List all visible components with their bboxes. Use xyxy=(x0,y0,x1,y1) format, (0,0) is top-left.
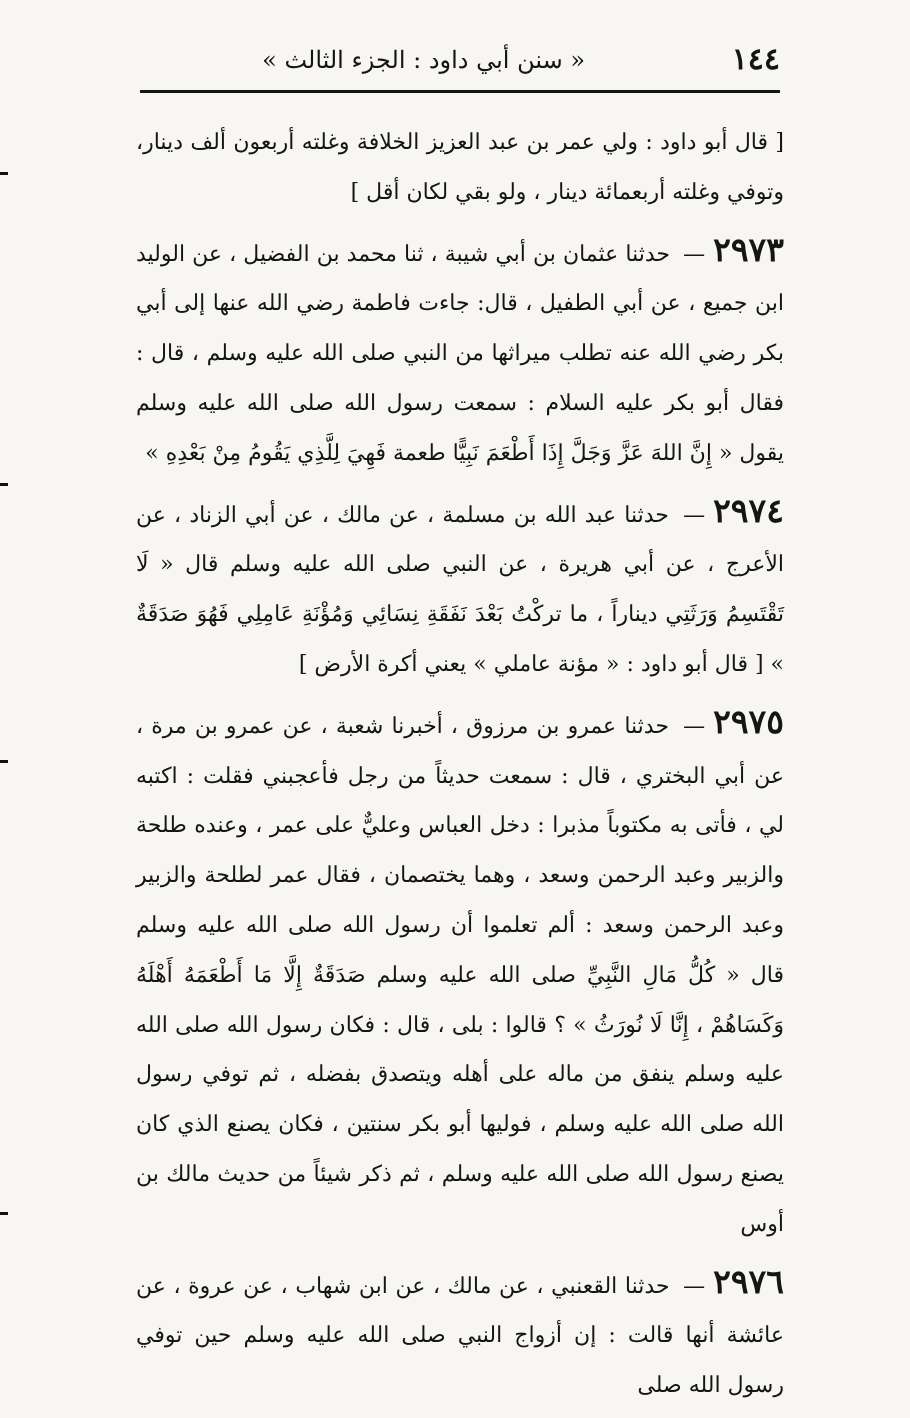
paragraph-text: [ قال أبو داود : ولي عمر بن عبد العزيز الخلافة وغلته أربعون ألف دينار، وتوفي وغلته أربعمائة دينار ، ولو بقي لكان أقل ] xyxy=(136,130,784,205)
dash-separator: — xyxy=(683,502,706,528)
page-number: ١٤٤ xyxy=(731,42,780,77)
hadith-2974 xyxy=(136,486,784,690)
hadith-text: حدثنا القعنبي ، عن مالك ، عن ابن شهاب ، عن عروة ، عن عائشة أنها قالت : إن أزواج النبي صلى الله عليه وسلم حين توفي رسول الله صلى xyxy=(136,1273,784,1399)
page-header xyxy=(140,36,780,84)
dash-separator: — xyxy=(683,713,706,739)
margin-mark xyxy=(0,760,8,763)
margin-mark xyxy=(0,483,8,486)
dash-separator: — xyxy=(683,241,706,267)
hadith-text: حدثنا عمرو بن مرزوق ، أخبرنا شعبة ، عن عمرو بن مرة ، عن أبي البختري ، قال : سمعت حديثاً من رجل فأعجبني فقلت : اكتبه لي ، فأتى به مكتوباً مذبرا : دخل العباس وعليٌّ على عمر ، وعنده طلحة والزبير وعبد الرحمن وسعد ، وهما يختصمان ، فقال عمر لطلحة والزبير وعبد الرحمن وسعد : ألم تعلموا أن رسول الله صلى الله عليه وسلم قال « كُلُّ مَالِ النَّبِيِّ صلى الله عليه وسلم صَدَقَةٌ إِلَّا مَا أَطْعَمَهُ أَهْلَهُ وَكَسَاهُمْ ، إِنَّا لَا نُورَثُ » ؟ قالوا : بلى ، قال : فكان رسول الله صلى الله عليه وسلم ينفق من ماله على أهله ويتصدق بفضله ، ثم توفي رسول الله صلى الله عليه وسلم ، فوليها أبو بكر سنتين ، فكان يصنع الذي كان يصنع رسول الله صلى الله عليه وسلم ، ثم ذكر شيئاً من حديث مالك بن أوس xyxy=(136,713,784,1237)
hadith-2976 xyxy=(136,1257,784,1411)
paragraph-note xyxy=(136,118,784,218)
hadith-number: ٢٩٧٤ xyxy=(713,490,784,530)
hadith-text: حدثنا عثمان بن أبي شيبة ، ثنا محمد بن الفضيل ، عن الوليد ابن جميع ، عن أبي الطفيل ، قال: جاءت فاطمة رضي الله عنها إلى أبي بكر رضي الله عنه تطلب ميراثها من النبي صلى الله عليه وسلم ، قال : فقال أبو بكر عليه السلام : سمعت رسول الله صلى الله عليه وسلم يقول « إِنَّ اللهَ عَزَّ وَجَلَّ إِذَا أَطْعَمَ نَبِيًّا طعمة فَهِيَ لِلَّذِي يَقُومُ مِنْ بَعْدِهِ » xyxy=(136,241,784,466)
running-title: « سنن أبي داود : الجزء الثالث » xyxy=(262,46,585,74)
body-text xyxy=(136,118,784,1418)
dash-separator: — xyxy=(683,1273,706,1299)
hadith-number: ٢٩٧٦ xyxy=(713,1261,784,1301)
header-rule xyxy=(140,90,780,93)
hadith-2973 xyxy=(136,225,784,479)
hadith-2975 xyxy=(136,697,784,1250)
hadith-number: ٢٩٧٥ xyxy=(713,701,784,741)
margin-mark xyxy=(0,1212,8,1215)
hadith-number: ٢٩٧٣ xyxy=(713,229,784,269)
margin-mark xyxy=(0,172,8,175)
hadith-text: حدثنا عبد الله بن مسلمة ، عن مالك ، عن أبي الزناد ، عن الأعرج ، عن أبي هريرة ، عن النبي صلى الله عليه وسلم قال « لَا تَقْتَسِمُ وَرَثَتِي ديناراً ، ما تركْتُ بَعْدَ نَفَقَةِ نِسَائِي وَمُؤْنَةِ عَامِلِي فَهُوَ صَدَقَةٌ » [ قال أبو داود : « مؤنة عاملي » يعني أكرة الأرض ] xyxy=(136,502,784,677)
